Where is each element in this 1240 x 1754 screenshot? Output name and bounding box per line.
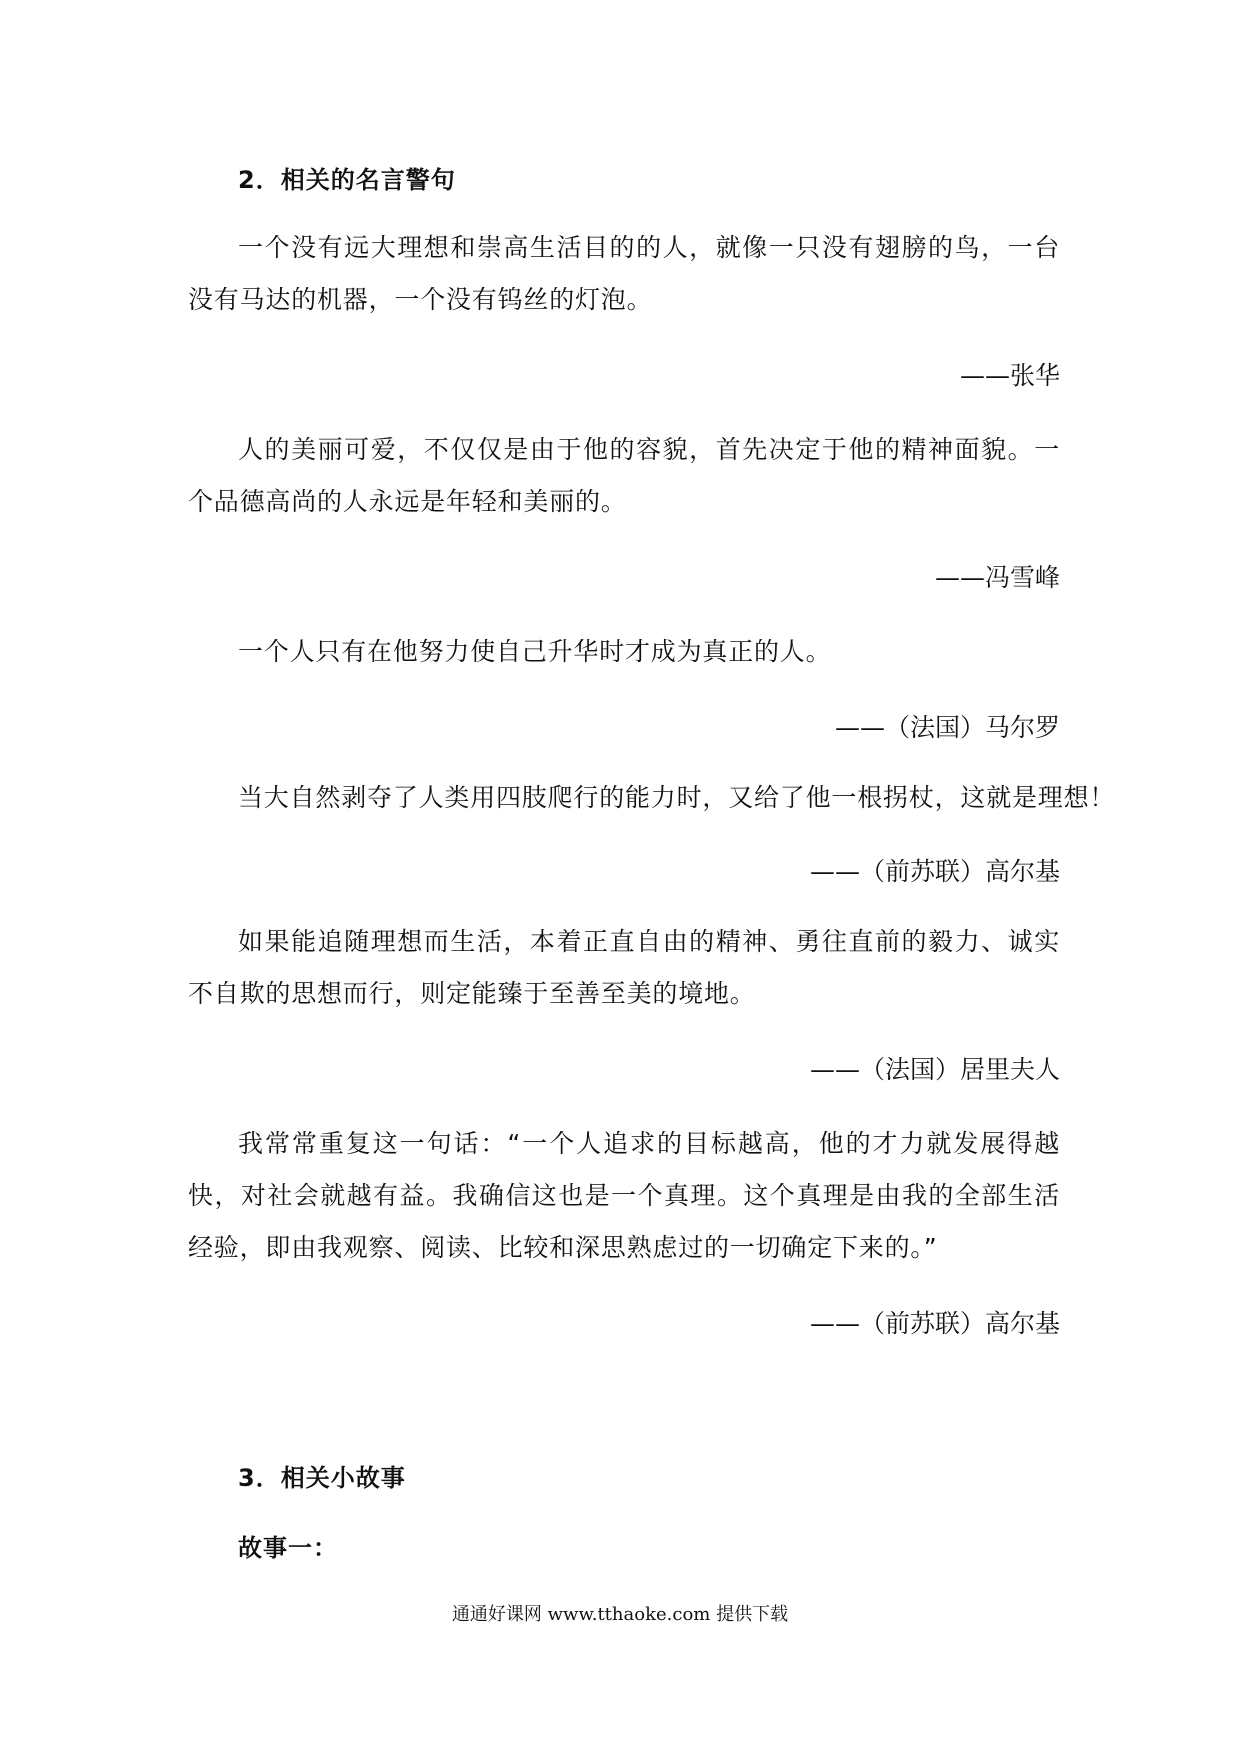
quote-text: 如果能追随理想而生活，本着正直自由的精神、勇往直前的毅力、诚实不自欺的思想而行，则定能臻于至善至美的境地。	[188, 927, 1060, 1008]
quote-attribution: ——张华	[959, 361, 1060, 390]
quote-attribution: ——（法国）居里夫人	[809, 1055, 1060, 1084]
quote-text: 人的美丽可爱，不仅仅是由于他的容貌，首先决定于他的精神面貌。一个品德高尚的人永远是年轻和美丽的。	[188, 435, 1060, 516]
story-subheading: 故事一：	[238, 1534, 338, 1562]
quote-attribution: ——冯雪峰	[934, 563, 1060, 592]
page-footer: 通通好课网 www.tthaoke.com 提供下载	[451, 1604, 789, 1625]
quote-text: 我常常重复这一句话：“一个人追求的目标越高，他的才力就发展得越快，对社会就越有益。我确信这也是一个真理。这个真理是由我的全部生活经验，即由我观察、阅读、比较和深思熟虑过的一切确定下来的。”	[188, 1129, 1060, 1262]
quote-attribution: ——（法国）马尔罗	[834, 713, 1060, 742]
quote-text: 当大自然剥夺了人类用四肢爬行的能力时，又给了他一根拐杖，这就是理想！	[238, 783, 1116, 812]
section-heading-quotes: 2．相关的名言警句	[238, 166, 456, 194]
quote-attribution: ——（前苏联）高尔基	[809, 1309, 1060, 1338]
section-heading-stories: 3．相关小故事	[238, 1464, 406, 1492]
quote-text: 一个人只有在他努力使自己升华时才成为真正的人。	[238, 637, 832, 666]
quote-text: 一个没有远大理想和崇高生活目的的人，就像一只没有翅膀的鸟，一台没有马达的机器，一个没有钨丝的灯泡。	[188, 233, 1060, 314]
quote-attribution: ——（前苏联）高尔基	[809, 857, 1060, 886]
